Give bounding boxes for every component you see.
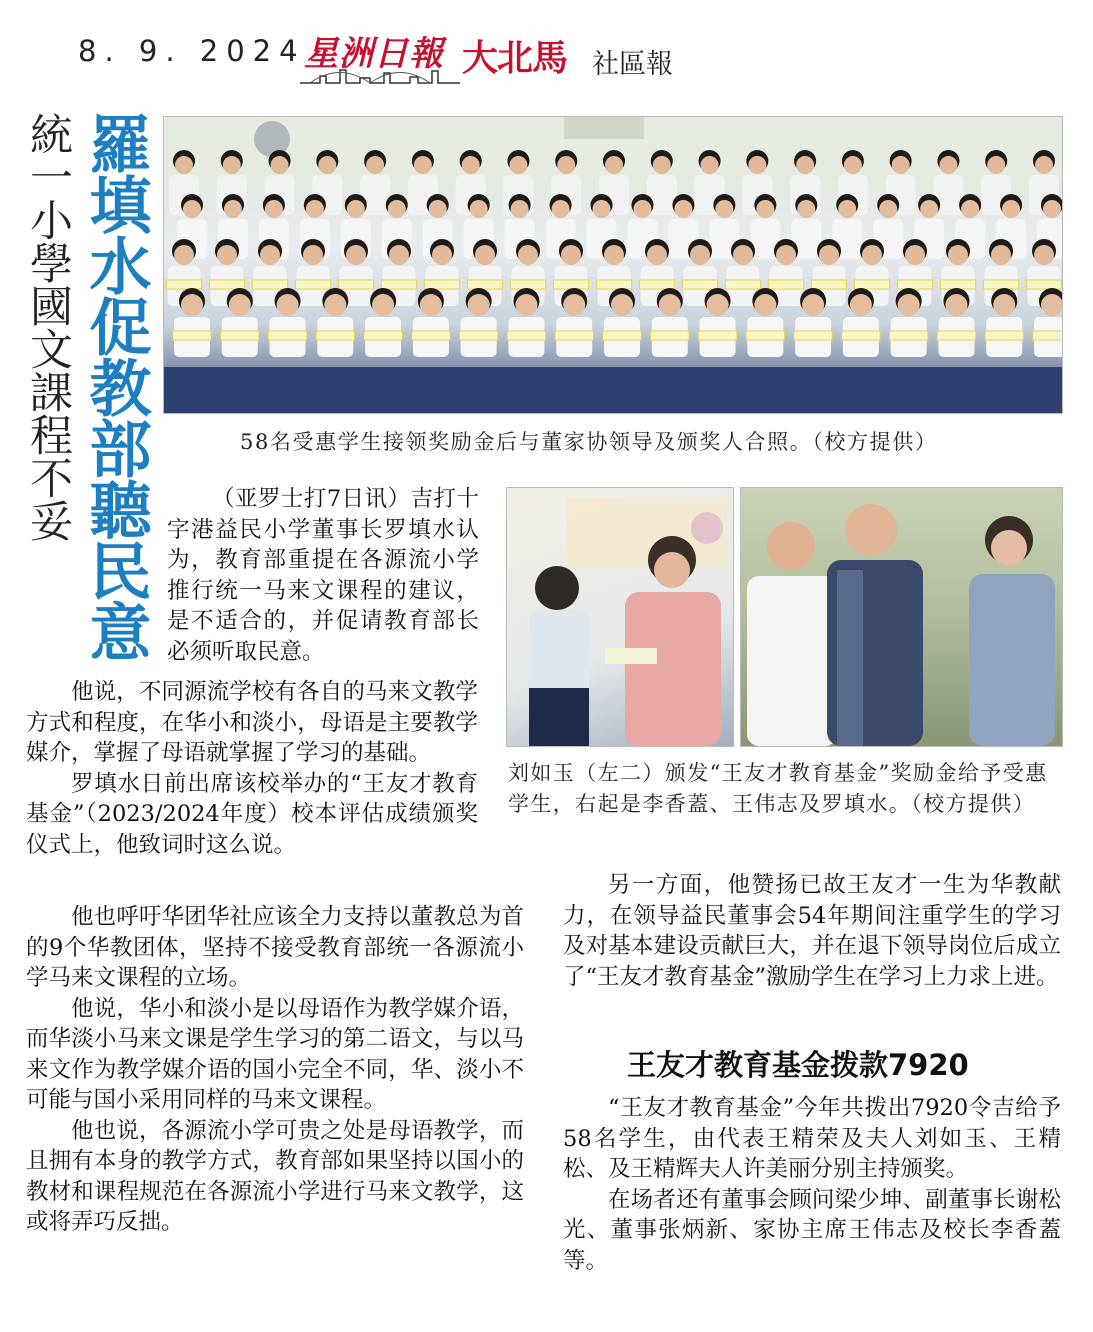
section-brand: 大北馬 [462, 38, 568, 79]
award-photo-right [740, 487, 1063, 747]
article-paragraph-5: 他说，华小和淡小是以母语作为教学媒介语，而华淡小马来文课是学生学习的第二语文，与以马来文作为教学媒介语的国小完全不同，华、淡小不可能与国小采用同样的马来文课程。 [26, 995, 524, 1113]
article-paragraph-8: “王友才教育基金”今年共拨出7920令吉给予58名学生，由代表王精荣及夫人刘如玉、王精松、及王精辉夫人许美丽分别主持颁奖。 [563, 1095, 1061, 1182]
award-photo-right-illustration [741, 488, 1062, 746]
article-paragraph-1: （亚罗士打7日讯）吉打十字港益民小学董事长罗填水认为，教育部重提在各源流小学推行统一马来文课程的建议，是不适合的，并促请教育部长必须听取民意。 [167, 486, 479, 665]
group-photo [163, 116, 1063, 414]
article-headline: 羅填水促教部聽民意 [79, 112, 152, 661]
group-photo-illustration [164, 117, 1062, 413]
article-subheadline: 統一小學國文課程不妥 [23, 112, 73, 542]
award-photo-caption: 刘如玉（左二）颁发“王友才教育基金”奖励金给予受惠学生，右起是李香蓋、王伟志及罗填水。（校方提供） [508, 761, 1048, 816]
paper-name: 星洲日報 [304, 34, 444, 74]
top-photo-caption: 58名受惠学生接领奖励金后与董家协领导及颁奖人合照。（校方提供） [240, 430, 938, 454]
issue-date: 8. 9. 2024 [78, 34, 306, 68]
article-paragraph-7: 另一方面，他赞扬已故王友才一生为华教献力，在领导益民董事会54年期间注重学生的学习及对基本建设贡献巨大，并在退下领导岗位后成立了“王友才教育基金”激励学生在学习上力求上进。 [563, 872, 1061, 990]
award-photo-left-illustration [507, 488, 733, 746]
section-subheading: 王友才教育基金拨款7920 [627, 1048, 969, 1082]
skyline-logo [300, 64, 460, 84]
article-paragraph-4: 他也呼吁华团华社应该全力支持以董教总为首的9个华教团体，坚持不接受教育部统一各源流小学马来文课程的立场。 [26, 904, 524, 991]
award-photo-left [506, 487, 734, 747]
article-paragraph-6: 他也说，各源流小学可贵之处是母语教学，而且拥有本身的教学方式，教育部如果坚持以国小的教材和课程规范在各源流小学进行马来文教学，这或将弄巧反拙。 [26, 1117, 524, 1235]
section-subtitle: 社區報 [592, 49, 673, 80]
article-column-left-lower [26, 902, 524, 1238]
article-column-right-lower [563, 1093, 1061, 1276]
article-column-left [26, 677, 478, 860]
masthead [300, 22, 692, 84]
article-paragraph-2: 他说，不同源流学校有各自的马来文教学方式和程度，在华小和淡小，母语是主要教学媒介，掌握了母语就掌握了学习的基础。 [26, 679, 478, 766]
article-paragraph-9: 在场者还有董事会顾问梁少坤、副董事长谢松光、董事张炳新、家协主席王伟志及校长李香蓋等。 [563, 1186, 1061, 1274]
article-paragraph-3: 罗填水日前出席该校举办的“王友才教育基金”（2023/2024年度）校本评估成绩颁奖仪式上，他致词时这么说。 [26, 770, 478, 858]
